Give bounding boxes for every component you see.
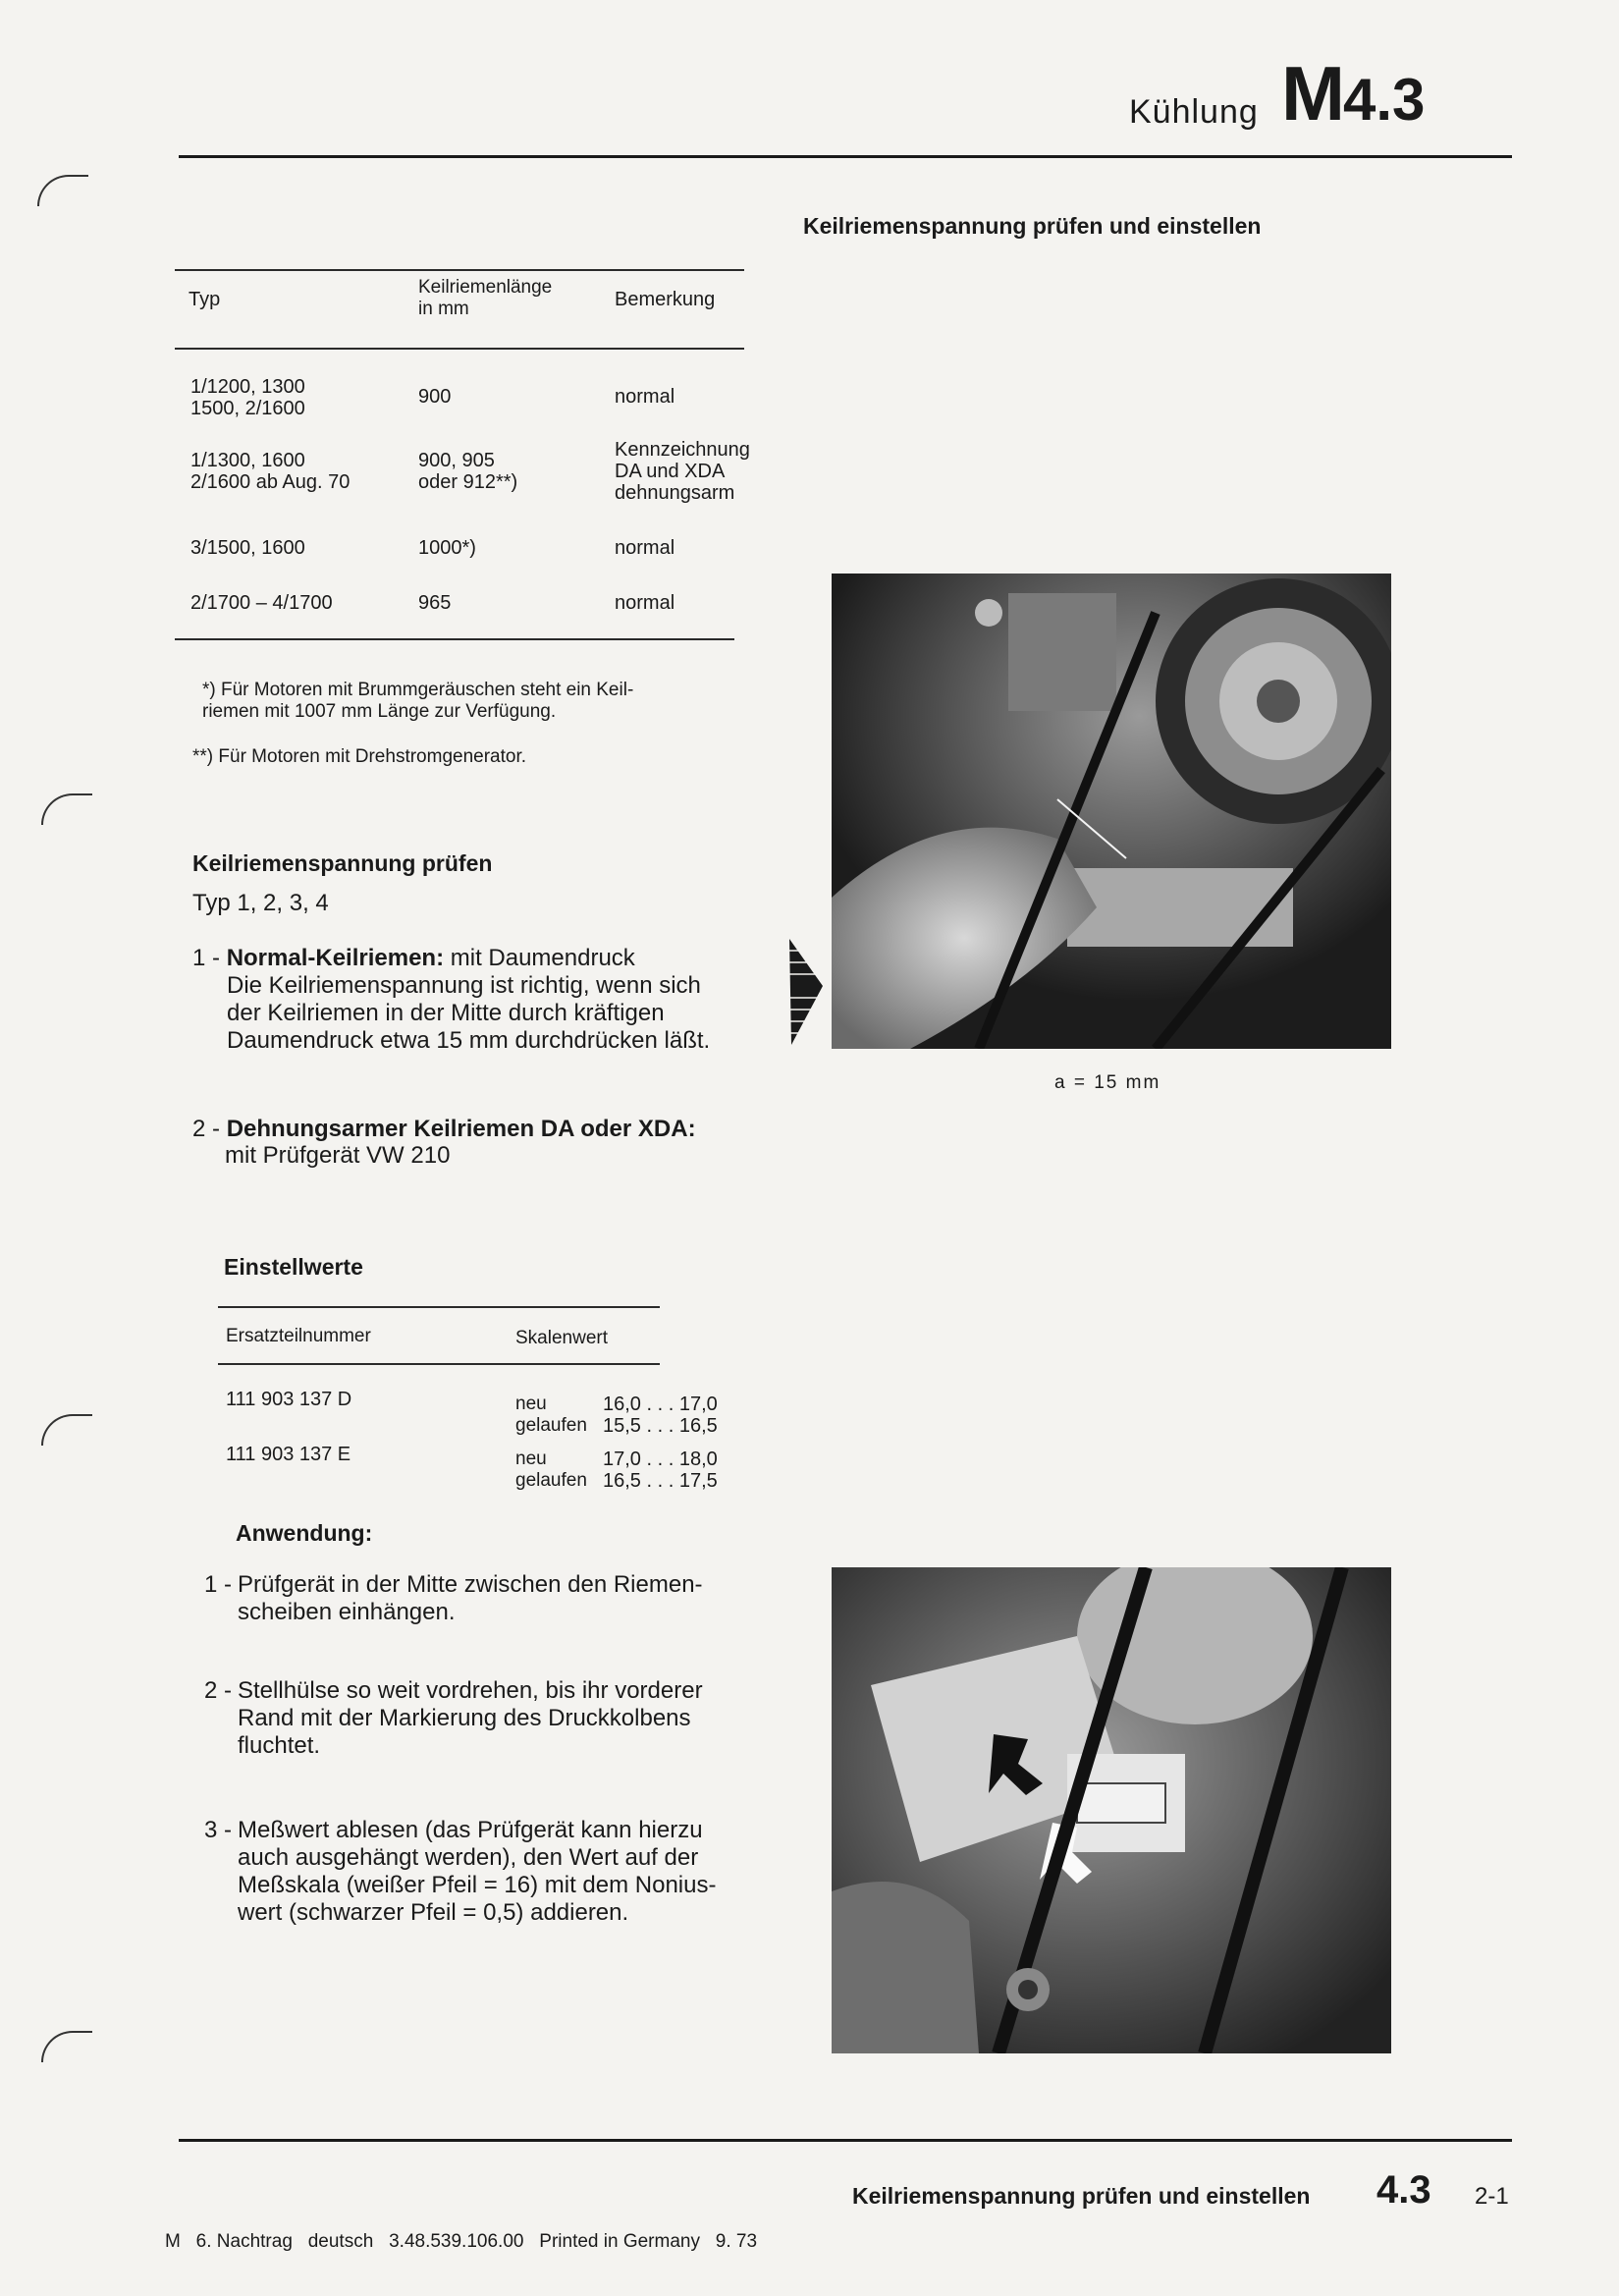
usage-title: Anwendung: — [236, 1520, 373, 1546]
page-heading: Keilriemenspannung prüfen und einstellen — [803, 213, 1262, 239]
table-cell-remark: Kennzeichnung DA und XDA dehnungsarm — [615, 439, 750, 504]
settings-value: 15,5 . . . 16,5 — [603, 1415, 718, 1437]
footer-title: Keilriemenspannung prüfen und einstellen — [852, 2183, 1311, 2209]
step-heading: Dehnungsarmer Keilriemen DA oder XDA: — [226, 1116, 696, 1142]
settings-part: 111 903 137 E — [226, 1444, 351, 1465]
table-rule-bottom — [175, 638, 734, 640]
settings-rule-top — [218, 1306, 660, 1308]
settings-label: gelaufen — [515, 1470, 587, 1491]
settings-header-scale: Skalenwert — [515, 1328, 608, 1348]
table-cell-type: 2/1700 – 4/1700 — [190, 592, 333, 614]
section-code-letter: M — [1281, 50, 1343, 137]
settings-label: neu — [515, 1449, 547, 1469]
section-name: Kühlung — [1129, 93, 1259, 131]
table-cell-remark: normal — [615, 537, 675, 559]
check-title: Keilriemenspannung prüfen — [192, 850, 493, 876]
step-heading-rest: mit Daumendruck — [444, 945, 635, 971]
check-step-1 — [192, 945, 635, 972]
photo-tension-gauge — [832, 1567, 1391, 2053]
settings-header-part: Ersatzteilnummer — [226, 1326, 371, 1346]
usage-step-number: 1 - — [204, 1571, 233, 1598]
pointer-arrow-icon — [789, 939, 825, 1047]
table-rule-top — [175, 269, 744, 271]
footer-imprint: M 6. Nachtrag deutsch 3.48.539.106.00 Printed in Germany 9. 73 — [165, 2231, 758, 2252]
binder-mark — [41, 793, 92, 825]
table-cell-type: 3/1500, 1600 — [190, 537, 305, 559]
footer-section: 4.3 — [1376, 2168, 1431, 2212]
table-cell-length: 1000*) — [418, 537, 476, 559]
usage-step-text: Stellhülse so weit vordrehen, bis ihr vorderer Rand mit der Markierung des Druckkolbens fluchtet. — [238, 1677, 703, 1759]
footer-rule — [179, 2139, 1512, 2142]
table-header-remark: Bemerkung — [615, 289, 716, 310]
usage-step-number: 2 - — [204, 1677, 233, 1704]
usage-step-text: Meßwert ablesen (das Prüfgerät kann hierzu auch ausgehängt werden), den Wert auf der Meßskala (weißer Pfeil = 16) mit dem Nonius- wert (schwarzer Pfeil = 0,5) addieren. — [238, 1817, 717, 1926]
settings-label: neu — [515, 1394, 547, 1414]
table-cell-type: 1/1300, 1600 2/1600 ab Aug. 70 — [190, 450, 351, 493]
table-cell-length: 900, 905 oder 912**) — [418, 450, 518, 493]
section-code-number: 4.3 — [1342, 67, 1426, 133]
settings-rule-header — [218, 1363, 660, 1365]
check-subtitle: Typ 1, 2, 3, 4 — [192, 890, 329, 916]
settings-value: 16,0 . . . 17,0 — [603, 1394, 718, 1415]
table-cell-remark: normal — [615, 592, 675, 614]
table-header-type: Typ — [189, 289, 221, 310]
binder-mark — [37, 175, 88, 206]
check-step-2-body: mit Prüfgerät VW 210 — [225, 1142, 451, 1169]
table-rule-header — [175, 348, 744, 350]
binder-mark — [41, 1414, 92, 1446]
check-step-2 — [192, 1116, 696, 1143]
settings-value: 16,5 . . . 17,5 — [603, 1470, 718, 1492]
settings-part: 111 903 137 D — [226, 1389, 352, 1410]
step-heading: Normal-Keilriemen: — [226, 945, 445, 971]
photo-belt-thumb-press — [832, 574, 1391, 1049]
usage-step-text: Prüfgerät in der Mitte zwischen den Riemen- scheiben einhängen. — [238, 1571, 703, 1625]
step-number: 1 - — [192, 945, 221, 971]
settings-label: gelaufen — [515, 1415, 587, 1436]
table-cell-remark: normal — [615, 386, 675, 408]
binder-mark — [41, 2031, 92, 2062]
settings-value: 17,0 . . . 18,0 — [603, 1449, 718, 1470]
footnote: *) Für Motoren mit Brummgeräuschen steht ein Keil- riemen mit 1007 mm Länge zur Verfügung. — [202, 680, 634, 722]
step-number: 2 - — [192, 1116, 221, 1142]
header-rule — [179, 155, 1512, 158]
table-cell-length: 900 — [418, 386, 452, 408]
table-header-length: Keilriemenlänge in mm — [418, 277, 553, 319]
settings-title: Einstellwerte — [224, 1254, 363, 1280]
photo-caption: a = 15 mm — [1054, 1072, 1161, 1093]
footer-page: 2-1 — [1475, 2183, 1509, 2210]
usage-step-number: 3 - — [204, 1817, 233, 1843]
check-step-1-body: Die Keilriemenspannung ist richtig, wenn sich der Keilriemen in der Mitte durch kräftigen Daumendruck etwa 15 mm durchdrücken läßt. — [227, 972, 711, 1054]
section-code — [1281, 49, 1425, 138]
table-cell-type: 1/1200, 1300 1500, 2/1600 — [190, 376, 305, 419]
table-cell-length: 965 — [418, 592, 452, 614]
footnote: **) Für Motoren mit Drehstromgenerator. — [192, 746, 527, 767]
